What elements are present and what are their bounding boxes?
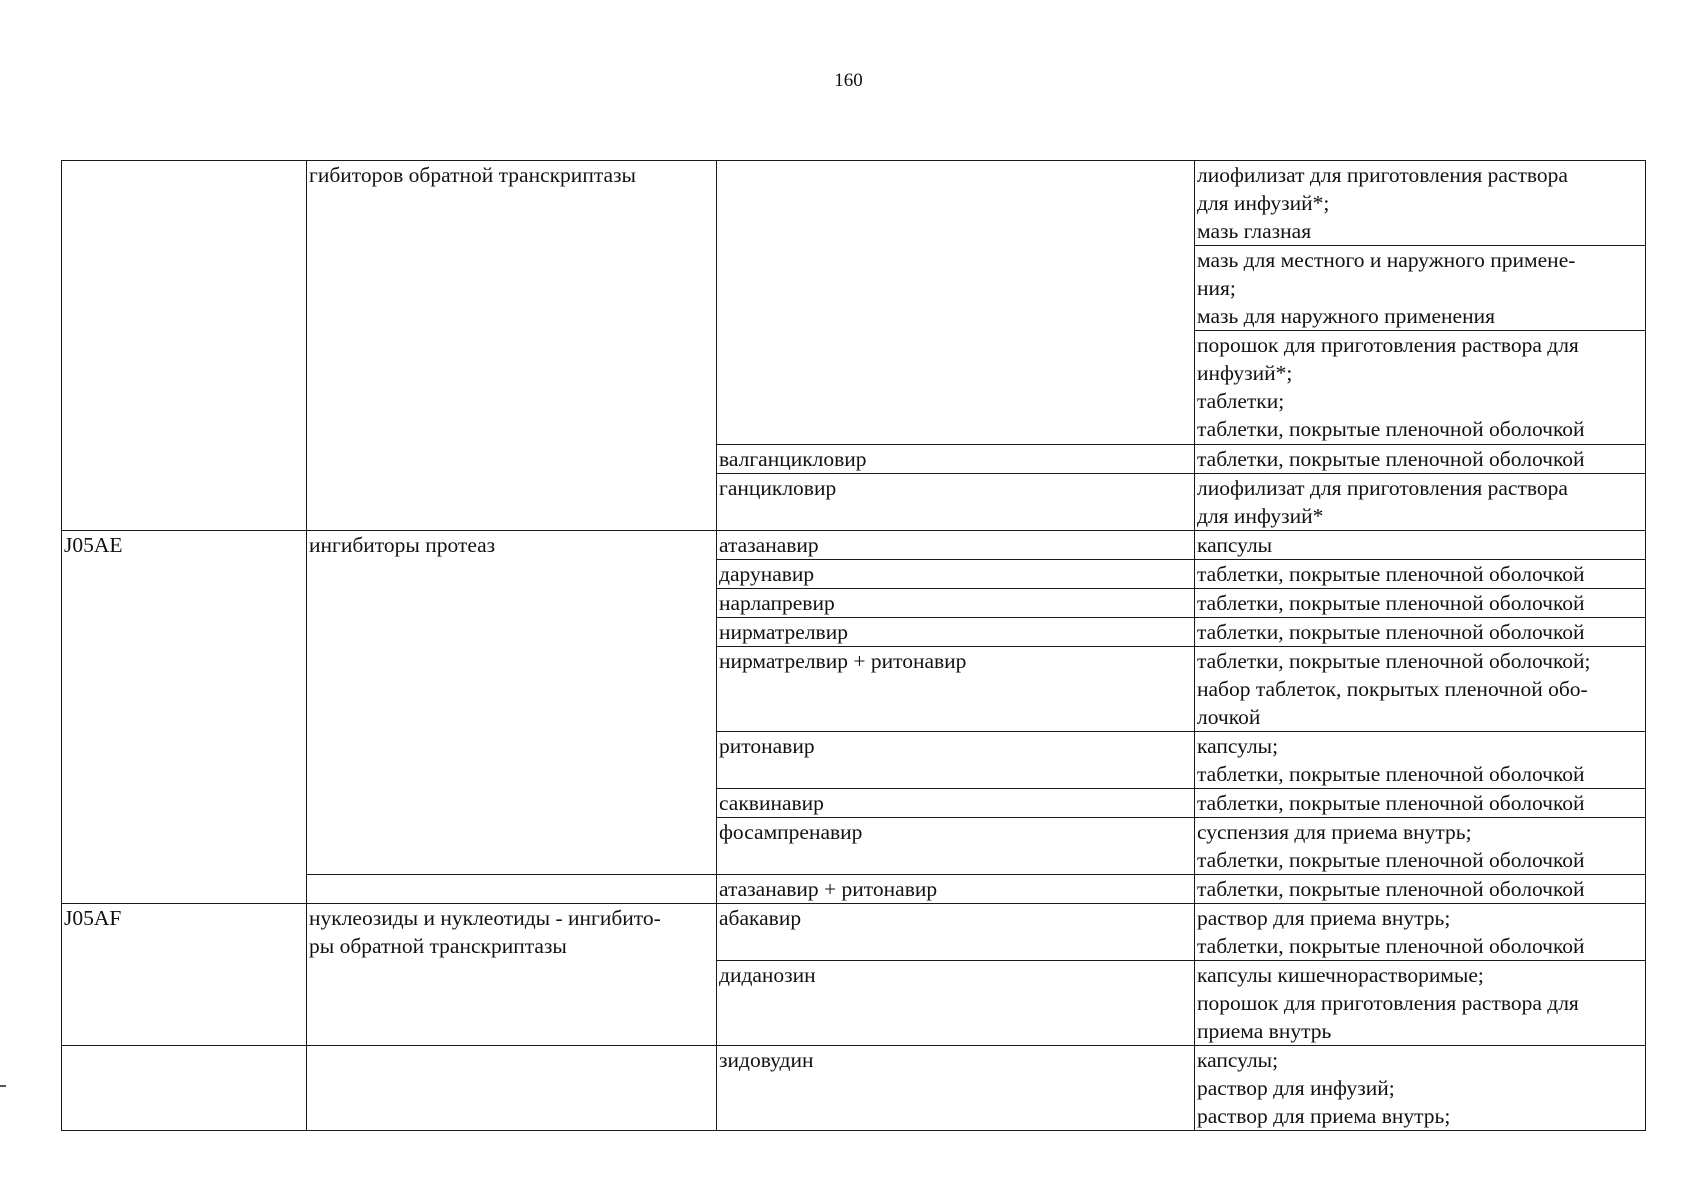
dosage-form-cell: таблетки, покрытые пленочной оболочкой bbox=[1195, 618, 1646, 647]
dosage-form-cell: таблетки, покрытые пленочной оболочкой bbox=[1195, 789, 1646, 818]
drug-table bbox=[61, 160, 1646, 1131]
dosage-form-cell: лиофилизат для приготовления раствора для инфузий*; мазь глазная bbox=[1195, 161, 1646, 246]
dosage-form-cell: лиофилизат для приготовления раствора для инфузий* bbox=[1195, 474, 1646, 531]
atc-code-cell bbox=[62, 161, 307, 531]
atc-code-cell: J05AF bbox=[62, 904, 307, 1046]
table-row bbox=[62, 1046, 1646, 1131]
group-name-cell bbox=[307, 1046, 717, 1131]
drug-name-cell: нирматрелвир bbox=[717, 618, 1195, 647]
group-name-cell: нуклеозиды и нуклеотиды - ингибито- ры обратной транскриптазы bbox=[307, 904, 717, 1046]
dosage-form-cell: суспензия для приема внутрь; таблетки, покрытые пленочной оболочкой bbox=[1195, 818, 1646, 875]
dosage-form-cell: капсулы кишечнорастворимые; порошок для приготовления раствора для приема внутрь bbox=[1195, 961, 1646, 1046]
table-row bbox=[62, 531, 1646, 560]
table-row bbox=[62, 161, 1646, 246]
scan-margin-mark bbox=[0, 1085, 6, 1087]
group-name-cell: ингибиторы протеаз bbox=[307, 531, 717, 875]
drug-name-cell: саквинавир bbox=[717, 789, 1195, 818]
drug-name-cell: диданозин bbox=[717, 961, 1195, 1046]
drug-name-cell: атазанавир + ритонавир bbox=[717, 875, 1195, 904]
dosage-form-cell: капсулы bbox=[1195, 531, 1646, 560]
drug-name-cell bbox=[717, 161, 1195, 445]
dosage-form-cell: таблетки, покрытые пленочной оболочкой bbox=[1195, 875, 1646, 904]
dosage-form-cell: мазь для местного и наружного примене- ния; мазь для наружного применения bbox=[1195, 246, 1646, 331]
group-name-cell: гибиторов обратной транскриптазы bbox=[307, 161, 717, 531]
table-row bbox=[62, 904, 1646, 961]
dosage-form-cell: таблетки, покрытые пленочной оболочкой bbox=[1195, 589, 1646, 618]
dosage-form-cell: капсулы; таблетки, покрытые пленочной оболочкой bbox=[1195, 732, 1646, 789]
drug-name-cell: фосампренавир bbox=[717, 818, 1195, 875]
dosage-form-cell: раствор для приема внутрь; таблетки, покрытые пленочной оболочкой bbox=[1195, 904, 1646, 961]
atc-code-cell: J05AE bbox=[62, 531, 307, 904]
group-name-cell bbox=[307, 875, 717, 904]
drug-name-cell: зидовудин bbox=[717, 1046, 1195, 1131]
drug-name-cell: нарлапревир bbox=[717, 589, 1195, 618]
drug-name-cell: атазанавир bbox=[717, 531, 1195, 560]
page-number: 160 bbox=[834, 70, 863, 91]
drug-name-cell: ритонавир bbox=[717, 732, 1195, 789]
drug-name-cell: абакавир bbox=[717, 904, 1195, 961]
drug-name-cell: нирматрелвир + ритонавир bbox=[717, 647, 1195, 732]
dosage-form-cell: таблетки, покрытые пленочной оболочкой bbox=[1195, 445, 1646, 474]
drug-name-cell: валганцикловир bbox=[717, 445, 1195, 474]
dosage-form-cell: порошок для приготовления раствора для инфузий*; таблетки; таблетки, покрытые пленочной оболочкой bbox=[1195, 331, 1646, 445]
atc-code-cell bbox=[62, 1046, 307, 1131]
dosage-form-cell: таблетки, покрытые пленочной оболочкой; набор таблеток, покрытых пленочной обо- лочкой bbox=[1195, 647, 1646, 732]
drug-name-cell: дарунавир bbox=[717, 560, 1195, 589]
dosage-form-cell: таблетки, покрытые пленочной оболочкой bbox=[1195, 560, 1646, 589]
dosage-form-cell: капсулы; раствор для инфузий; раствор для приема внутрь; bbox=[1195, 1046, 1646, 1131]
drug-name-cell: ганцикловир bbox=[717, 474, 1195, 531]
